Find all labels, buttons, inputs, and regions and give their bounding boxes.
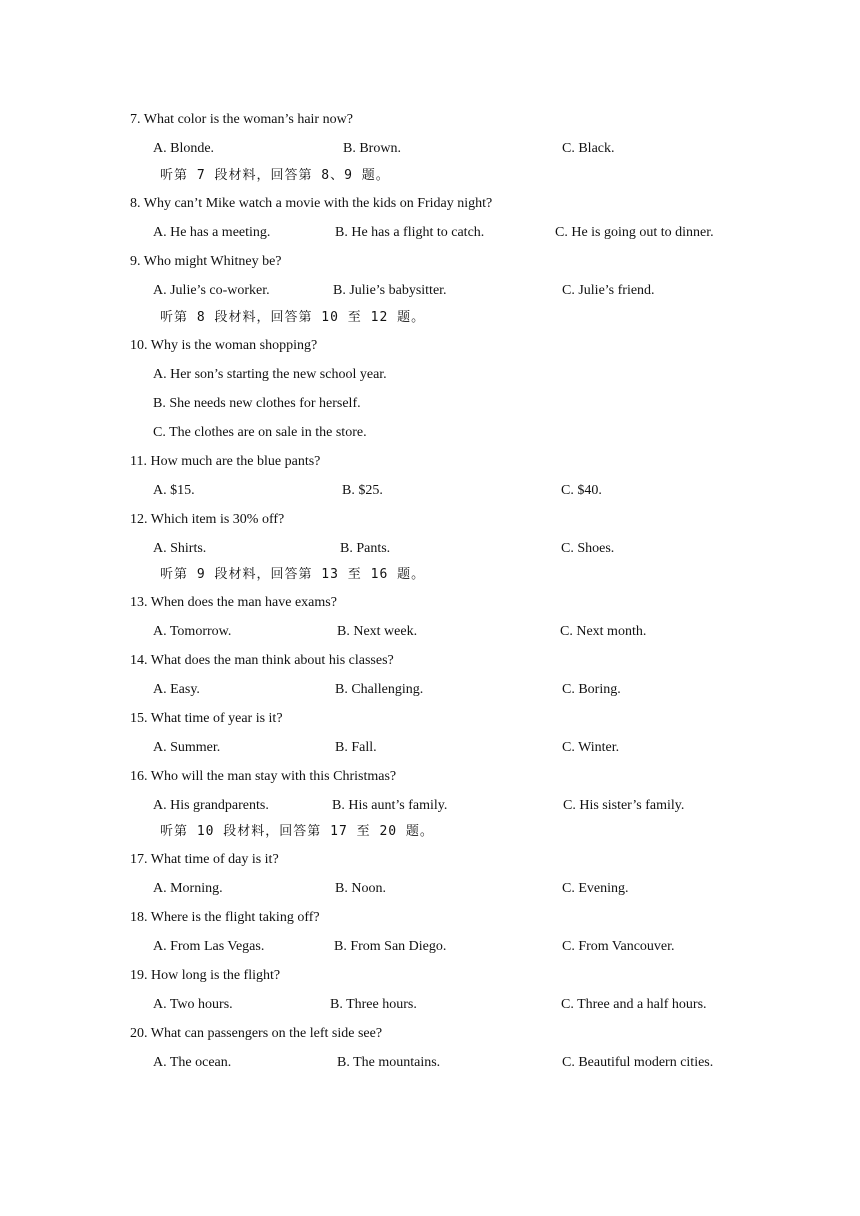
option-16c: C. His sister’s family. bbox=[563, 798, 685, 813]
question-18: 18. Where is the flight taking off? bbox=[130, 910, 320, 925]
option-10b: B. She needs new clothes for herself. bbox=[153, 396, 361, 411]
option-7b: B. Brown. bbox=[343, 141, 401, 156]
option-17b: B. Noon. bbox=[335, 881, 386, 896]
option-18c: C. From Vancouver. bbox=[562, 939, 675, 954]
option-11c: C. $40. bbox=[561, 483, 602, 498]
question-12: 12. Which item is 30% off? bbox=[130, 512, 285, 527]
option-14a: A. Easy. bbox=[153, 682, 200, 697]
option-14c: C. Boring. bbox=[562, 682, 621, 697]
option-8c: C. He is going out to dinner. bbox=[555, 225, 714, 240]
option-18a: A. From Las Vegas. bbox=[153, 939, 265, 954]
option-9a: A. Julie’s co-worker. bbox=[153, 283, 270, 298]
option-16a: A. His grandparents. bbox=[153, 798, 269, 813]
section-instruction-10: 听第 10 段材料，回答第 17 至 20 题。 bbox=[160, 824, 434, 839]
option-20b: B. The mountains. bbox=[337, 1055, 441, 1070]
option-15c: C. Winter. bbox=[562, 740, 620, 755]
option-14b: B. Challenging. bbox=[335, 682, 424, 697]
option-7c: C. Black. bbox=[562, 141, 615, 156]
section-instruction-9: 听第 9 段材料，回答第 13 至 16 题。 bbox=[160, 567, 426, 582]
question-14: 14. What does the man think about his classes? bbox=[130, 653, 394, 668]
option-13a: A. Tomorrow. bbox=[153, 624, 232, 639]
option-12b: B. Pants. bbox=[340, 541, 391, 556]
option-7a: A. Blonde. bbox=[153, 141, 215, 156]
question-13: 13. When does the man have exams? bbox=[130, 595, 337, 610]
option-19a: A. Two hours. bbox=[153, 997, 233, 1012]
option-10c: C. The clothes are on sale in the store. bbox=[153, 425, 367, 440]
option-20c: C. Beautiful modern cities. bbox=[562, 1055, 714, 1070]
option-13c: C. Next month. bbox=[560, 624, 647, 639]
option-9b: B. Julie’s babysitter. bbox=[333, 283, 447, 298]
question-10: 10. Why is the woman shopping? bbox=[130, 338, 318, 353]
option-16b: B. His aunt’s family. bbox=[332, 798, 448, 813]
option-17c: C. Evening. bbox=[562, 881, 629, 896]
section-instruction-8: 听第 8 段材料，回答第 10 至 12 题。 bbox=[160, 310, 426, 325]
question-8: 8. Why can’t Mike watch a movie with the kids on Friday night? bbox=[130, 196, 493, 211]
option-9c: C. Julie’s friend. bbox=[562, 283, 655, 298]
question-20: 20. What can passengers on the left side see? bbox=[130, 1026, 383, 1041]
option-19c: C. Three and a half hours. bbox=[561, 997, 707, 1012]
option-12c: C. Shoes. bbox=[561, 541, 615, 556]
option-18b: B. From San Diego. bbox=[334, 939, 447, 954]
option-10a: A. Her son’s starting the new school year. bbox=[153, 367, 387, 382]
option-13b: B. Next week. bbox=[337, 624, 418, 639]
question-17: 17. What time of day is it? bbox=[130, 852, 279, 867]
option-20a: A. The ocean. bbox=[153, 1055, 232, 1070]
option-15b: B. Fall. bbox=[335, 740, 377, 755]
question-11: 11. How much are the blue pants? bbox=[130, 454, 321, 469]
section-instruction-7: 听第 7 段材料，回答第 8、9 题。 bbox=[160, 168, 390, 183]
option-19b: B. Three hours. bbox=[330, 997, 417, 1012]
option-11a: A. $15. bbox=[153, 483, 195, 498]
option-17a: A. Morning. bbox=[153, 881, 223, 896]
question-15: 15. What time of year is it? bbox=[130, 711, 283, 726]
question-9: 9. Who might Whitney be? bbox=[130, 254, 282, 269]
option-8a: A. He has a meeting. bbox=[153, 225, 271, 240]
option-15a: A. Summer. bbox=[153, 740, 221, 755]
question-7: 7. What color is the woman’s hair now? bbox=[130, 112, 353, 127]
option-11b: B. $25. bbox=[342, 483, 383, 498]
question-16: 16. Who will the man stay with this Christmas? bbox=[130, 769, 397, 784]
option-12a: A. Shirts. bbox=[153, 541, 207, 556]
question-19: 19. How long is the flight? bbox=[130, 968, 281, 983]
option-8b: B. He has a flight to catch. bbox=[335, 225, 485, 240]
